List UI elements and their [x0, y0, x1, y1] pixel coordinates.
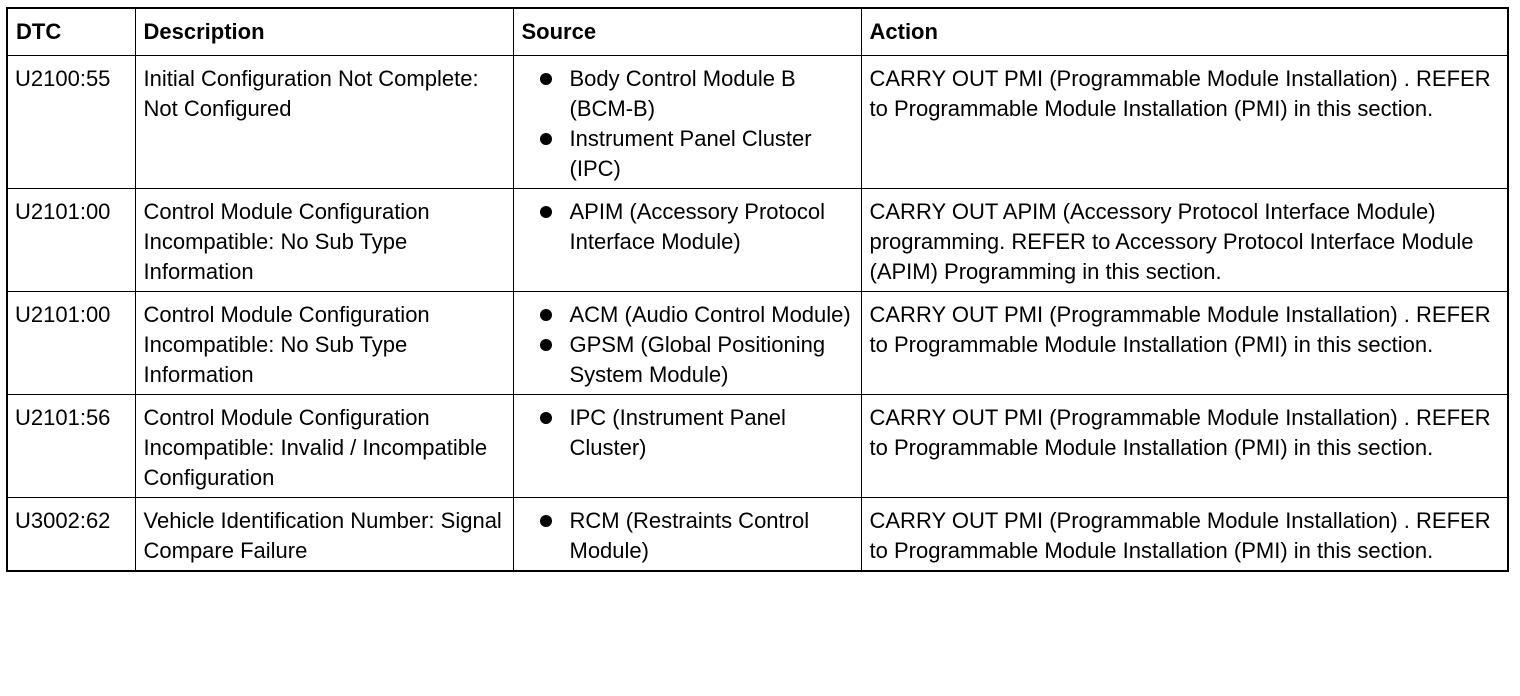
bullet-icon: [540, 412, 552, 424]
bullet-icon: [540, 339, 552, 351]
source-item: [522, 64, 853, 124]
header-source: Source: [513, 8, 861, 55]
source-item: [522, 300, 853, 330]
dtc-action: CARRY OUT APIM (Accessory Protocol Interface Module) programming. REFER to Accessory Protocol Interface Module (APIM) Programming in this section.: [861, 188, 1508, 291]
header-action: Action: [861, 8, 1508, 55]
header-description: Description: [135, 8, 513, 55]
dtc-source: [513, 188, 861, 291]
dtc-action: CARRY OUT PMI (Programmable Module Installation) . REFER to Programmable Module Installation (PMI) in this section.: [861, 394, 1508, 497]
dtc-description: Initial Configuration Not Complete: Not Configured: [135, 55, 513, 188]
bullet-icon: [540, 73, 552, 85]
source-item: [522, 403, 853, 463]
dtc-table: [6, 7, 1509, 572]
source-text: IPC (Instrument Panel Cluster): [569, 404, 786, 460]
dtc-source: [513, 55, 861, 188]
dtc-description: Control Module Configuration Incompatible: Invalid / Incompatible Configuration: [135, 394, 513, 497]
table-row: [7, 55, 1508, 188]
dtc-action: CARRY OUT PMI (Programmable Module Installation) . REFER to Programmable Module Installation (PMI) in this section.: [861, 291, 1508, 394]
source-text: GPSM (Global Positioning System Module): [569, 331, 826, 387]
source-text: Body Control Module B (BCM-B): [569, 65, 796, 121]
table-body: [7, 55, 1508, 571]
header-dtc: DTC: [7, 8, 135, 55]
dtc-code: U2101:00: [7, 291, 135, 394]
source-item: [522, 197, 853, 257]
bullet-icon: [540, 206, 552, 218]
dtc-action: CARRY OUT PMI (Programmable Module Installation) . REFER to Programmable Module Installation (PMI) in this section.: [861, 497, 1508, 571]
dtc-description: Control Module Configuration Incompatible: No Sub Type Information: [135, 291, 513, 394]
source-text: RCM (Restraints Control Module): [569, 507, 810, 563]
dtc-source: [513, 291, 861, 394]
dtc-action: CARRY OUT PMI (Programmable Module Installation) . REFER to Programmable Module Installation (PMI) in this section.: [861, 55, 1508, 188]
table-row: [7, 394, 1508, 497]
dtc-source: [513, 394, 861, 497]
dtc-description: Vehicle Identification Number: Signal Compare Failure: [135, 497, 513, 571]
table-row: [7, 497, 1508, 571]
dtc-source: [513, 497, 861, 571]
source-text: ACM (Audio Control Module): [569, 301, 851, 327]
source-text: Instrument Panel Cluster (IPC): [569, 125, 812, 181]
table-header: [7, 8, 1508, 55]
source-list: [522, 506, 853, 566]
dtc-code: U3002:62: [7, 497, 135, 571]
source-item: [522, 330, 853, 390]
dtc-code: U2100:55: [7, 55, 135, 188]
table-row: [7, 188, 1508, 291]
bullet-icon: [540, 515, 552, 527]
dtc-code: U2101:00: [7, 188, 135, 291]
source-list: [522, 64, 853, 184]
bullet-icon: [540, 133, 552, 145]
dtc-code: U2101:56: [7, 394, 135, 497]
source-item: [522, 506, 853, 566]
bullet-icon: [540, 309, 552, 321]
source-list: [522, 300, 853, 390]
source-list: [522, 403, 853, 463]
source-list: [522, 197, 853, 257]
dtc-description: Control Module Configuration Incompatible: No Sub Type Information: [135, 188, 513, 291]
source-text: APIM (Accessory Protocol Interface Module): [569, 198, 826, 254]
source-item: [522, 124, 853, 184]
table-row: [7, 291, 1508, 394]
header-row: [7, 8, 1508, 55]
